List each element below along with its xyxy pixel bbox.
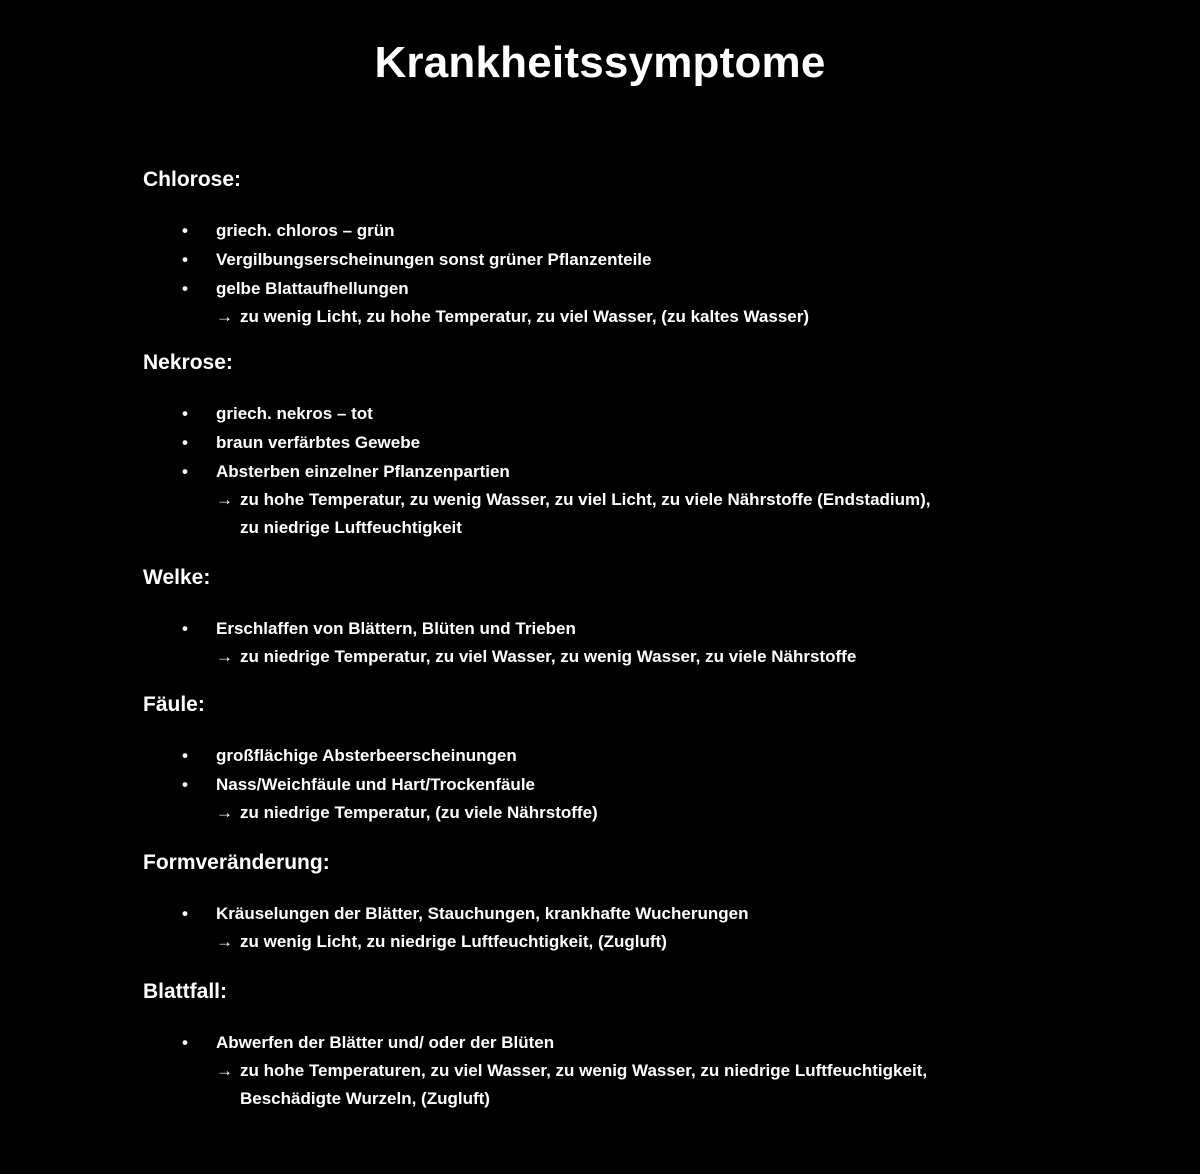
list-item-text: Vergilbungserscheinungen sonst grüner Pflanzenteile (216, 250, 652, 269)
section-faeule (143, 691, 1143, 827)
section-heading: Fäule: (143, 693, 205, 716)
arrow-right-icon: → (216, 1061, 233, 1080)
arrow-right-icon: → (216, 803, 233, 822)
bullet-icon: • (182, 462, 188, 481)
cause-line (216, 799, 1143, 827)
cause-text: zu hohe Temperaturen, zu viel Wasser, zu wenig Wasser, zu niedrige Luftfeuchtigkeit, (240, 1061, 928, 1080)
section-welke (143, 564, 1143, 671)
cause-block (143, 799, 1143, 827)
bullet-icon: • (182, 250, 188, 269)
list-item-text: gelbe Blattaufhellungen (216, 279, 409, 298)
list-item-text: Abwerfen der Blätter und/ oder der Blüten (216, 1033, 555, 1052)
section-formveraenderung (143, 849, 1143, 956)
list-item (143, 428, 1143, 457)
list-item (143, 245, 1143, 274)
arrow-right-icon: → (216, 307, 233, 326)
list-item (143, 899, 1143, 928)
list-item (143, 399, 1143, 428)
bullet-icon: • (182, 221, 188, 240)
section-blattfall (143, 978, 1143, 1113)
bullet-list (143, 899, 1143, 928)
arrow-right-icon: → (216, 932, 233, 951)
cause-line (216, 928, 1143, 956)
cause-line (216, 643, 1143, 671)
cause-line: Beschädigte Wurzeln, (Zugluft) (240, 1089, 490, 1108)
cause-block (143, 1057, 1143, 1113)
cause-block (143, 928, 1143, 956)
bullet-icon: • (182, 904, 188, 923)
cause-text: zu hohe Temperatur, zu wenig Wasser, zu viel Licht, zu viele Nährstoffe (Endstadium), (240, 490, 931, 509)
section-heading: Welke: (143, 566, 211, 589)
list-item (143, 770, 1143, 799)
list-item (143, 274, 1143, 303)
bullet-list (143, 1028, 1143, 1057)
bullet-icon: • (182, 775, 188, 794)
list-item-text: Erschlaffen von Blättern, Blüten und Trieben (216, 619, 576, 638)
cause-line (216, 303, 1143, 331)
section-heading: Blattfall: (143, 980, 227, 1003)
bullet-icon: • (182, 279, 188, 298)
cause-line (216, 1057, 1143, 1085)
section-heading: Formveränderung: (143, 851, 330, 874)
cause-block (143, 643, 1143, 671)
list-item-text: griech. chloros – grün (216, 221, 395, 240)
section-nekrose (143, 349, 1143, 542)
section-heading: Chlorose: (143, 168, 242, 191)
list-item-text: griech. nekros – tot (216, 404, 373, 423)
list-item-text: großflächige Absterbeerscheinungen (216, 746, 517, 765)
page-title: Krankheitssymptome (374, 38, 826, 88)
list-item-text: braun verfärbtes Gewebe (216, 433, 421, 452)
bullet-list (143, 216, 1143, 303)
cause-text: zu niedrige Temperatur, (zu viele Nährstoffe) (240, 803, 598, 822)
cause-line: zu niedrige Luftfeuchtigkeit (240, 518, 462, 537)
list-item (143, 457, 1143, 486)
list-item (143, 614, 1143, 643)
bullet-list (143, 741, 1143, 799)
bullet-icon: • (182, 746, 188, 765)
bullet-list (143, 614, 1143, 643)
list-item-text: Absterben einzelner Pflanzenpartien (216, 462, 510, 481)
cause-text: zu wenig Licht, zu niedrige Luftfeuchtigkeit, (Zugluft) (240, 932, 667, 951)
list-item (143, 216, 1143, 245)
section-chlorose (143, 166, 1143, 331)
arrow-right-icon: → (216, 647, 233, 666)
bullet-icon: • (182, 619, 188, 638)
bullet-icon: • (182, 1033, 188, 1052)
cause-block (143, 303, 1143, 331)
cause-text: zu wenig Licht, zu hohe Temperatur, zu viel Wasser, (zu kaltes Wasser) (240, 307, 810, 326)
bullet-icon: • (182, 433, 188, 452)
document-body (143, 166, 1143, 1113)
section-heading: Nekrose: (143, 351, 233, 374)
cause-line (216, 486, 1143, 514)
list-item (143, 1028, 1143, 1057)
arrow-right-icon: → (216, 490, 233, 509)
bullet-icon: • (182, 404, 188, 423)
list-item-text: Nass/Weichfäule und Hart/Trockenfäule (216, 775, 535, 794)
list-item (143, 741, 1143, 770)
list-item-text: Kräuselungen der Blätter, Stauchungen, krankhafte Wucherungen (216, 904, 749, 923)
cause-text: zu niedrige Temperatur, zu viel Wasser, zu wenig Wasser, zu viele Nährstoffe (240, 647, 857, 666)
bullet-list (143, 399, 1143, 486)
cause-block (143, 486, 1143, 542)
